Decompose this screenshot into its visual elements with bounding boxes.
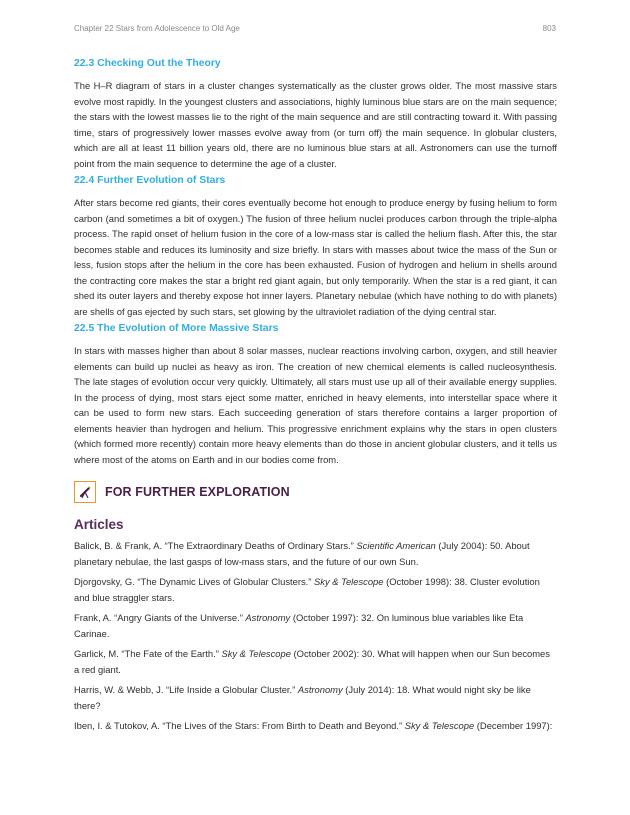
further-exploration-banner [74, 481, 557, 503]
reference-authors: Djorgovsky, G. “The Dynamic Lives of Globular Clusters.” [74, 576, 314, 587]
reference-item [74, 646, 557, 677]
reference-source: Sky & Telescope [404, 720, 475, 731]
reference-item [74, 682, 557, 713]
reference-item [74, 718, 557, 734]
reference-authors: Balick, B. & Frank, A. “The Extraordinary Deaths of Ordinary Stars.” [74, 540, 357, 551]
reference-item [74, 610, 557, 641]
reference-authors: Frank, A. “Angry Giants of the Universe.” [74, 612, 246, 623]
page-content [74, 58, 557, 739]
section-text-22-4: After stars become red giants, their cores eventually become hot enough to produce energy by fusing helium to form carbon (and sometimes a bit of oxygen.) The fusion of three helium nuclei produces carbon through the triple-alpha process. The rapid onset of helium fusion in the core of a low-mass star is called the helium flash. After this, the star becomes stable and reduces its luminosity and size briefly. In stars with masses about twice the mass of the Sun or less, fusion stops after the helium in the core has been exhausted. Fusion of hydrogen and helium in shells around the contracting core makes the star a bright red giant again, but only temporarily. When the star is a red giant, it can shed its outer layers and thereby expose hot inner layers. Planetary nebulae (which have nothing to do with planets) are shells of gas ejected by such stars, set glowing by the ultraviolet radiation of the dying central star. [74, 197, 557, 317]
reference-authors: Garlick, M. “The Fate of the Earth.” [74, 648, 222, 659]
chapter-title: Chapter 22 Stars from Adolescence to Old Age [74, 24, 240, 33]
section-heading-22-4[interactable]: 22.4 Further Evolution of Stars [74, 175, 226, 186]
reference-source: Sky & Telescope [221, 648, 291, 659]
reference-source: Astronomy [297, 684, 343, 695]
reference-item [74, 538, 557, 569]
reference-details: (October 1997): 32. On luminous blue variables like Eta Carinae. [74, 612, 524, 639]
further-exploration-title: FOR FURTHER EXPLORATION [105, 485, 290, 499]
reference-source: Astronomy [245, 612, 291, 623]
reference-authors: Harris, W. & Webb, J. “Life Inside a Globular Cluster.” [74, 684, 298, 695]
reference-details: (July 2004): 50. About planetary nebulae, the last gasps of low-mass stars, and the future of our own Sun. [74, 540, 530, 567]
reference-details: (October 2002): 30. What will happen when our Sun becomes a red giant. [74, 648, 550, 675]
telescope-icon [74, 481, 96, 503]
running-head [74, 24, 556, 33]
reference-source: Scientific American [356, 540, 436, 551]
reference-details: (October 1998): 38. Cluster evolution and blue straggler stars. [74, 576, 540, 603]
reference-source: Sky & Telescope [314, 576, 384, 587]
section-text-22-5: In stars with masses higher than about 8 solar masses, nuclear reactions involving carbon, oxygen, and still heavier elements can build up nuclei as heavy as iron. The creation of new chemical elements is called nucleosynthesis. The late stages of evolution occur very quickly. Ultimately, all stars must use up all of their available energy supplies. In the process of dying, most stars eject some matter, enriched in heavy elements, into interstellar space where it can be used to form new stars. Each succeeding generation of stars therefore contains a larger proportion of elements heavier than hydrogen and helium. This progressive enrichment explains why the stars in open clusters (which formed more recently) contain more heavy elements than do those in ancient globular clusters, and it tells us where most of the atoms on Earth and in our bodies come from. [74, 345, 557, 465]
articles-heading: Articles [74, 517, 124, 532]
reference-item [74, 574, 557, 605]
page-number: 803 [542, 24, 556, 33]
reference-authors: Iben, I. & Tutokov, A. “The Lives of the Stars: From Birth to Death and Beyond.” [74, 720, 405, 731]
reference-details: (December 1997): [474, 720, 553, 731]
section-heading-22-3[interactable]: 22.3 Checking Out the Theory [74, 58, 221, 69]
section-heading-22-5[interactable]: 22.5 The Evolution of More Massive Stars [74, 323, 279, 334]
section-text-22-3: The H–R diagram of stars in a cluster changes systematically as the cluster grows older. The most massive stars evolve most rapidly. In the youngest clusters and associations, highly luminous blue stars are on the main sequence; the stars with the lowest masses lie to the right of the main sequence and are still contracting toward it. With passing time, stars of progressively lower masses evolve away from (or turn off) the main sequence. In globular clusters, which are all at least 11 billion years old, there are no luminous blue stars at all. Astronomers can use the turnoff point from the main sequence to determine the age of a cluster. [74, 80, 557, 169]
reference-details: (July 2014): 18. What would night sky be like there? [74, 684, 531, 711]
